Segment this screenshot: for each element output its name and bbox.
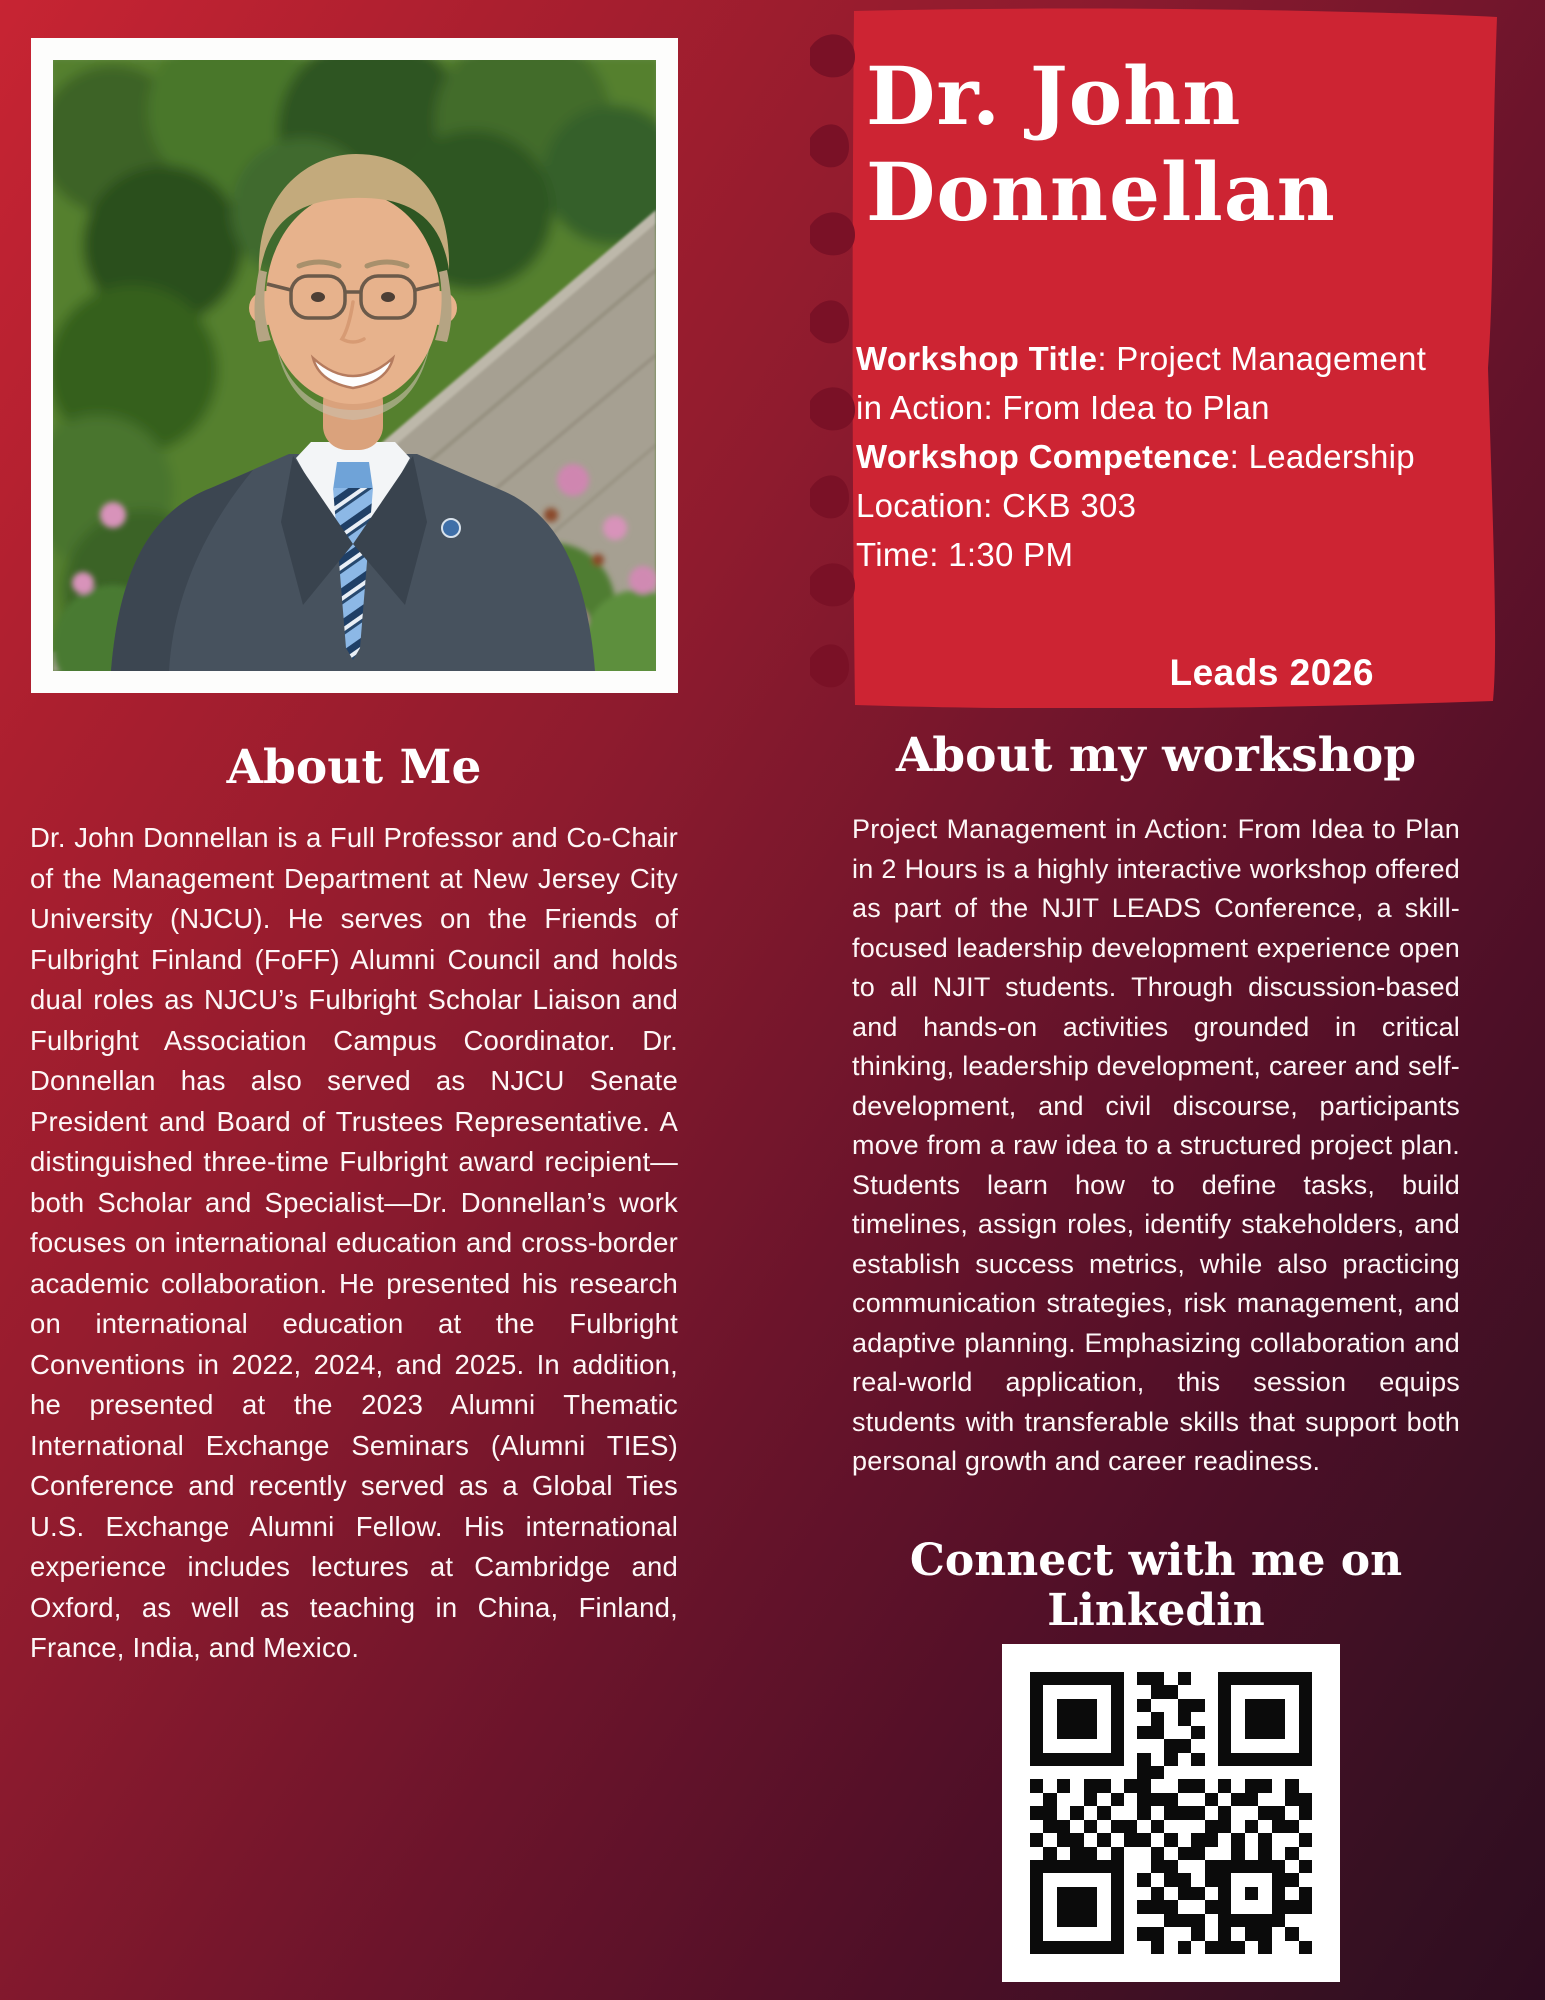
workshop-details <box>856 334 1448 579</box>
workshop-time-value: Time: 1:30 PM <box>856 536 1074 573</box>
qr-code-modules <box>1030 1672 1312 1954</box>
about-me-text: Dr. John Donnellan is a Full Professor and Co-Chair of the Management Department at New Jersey City University (NJCU). He serves on the Friends of Fulbright Finland (FoFF) Alumni Council and holds dual roles as NJCU’s Fulbright Scholar Liaison and Fulbright Association Campus Coordinator. Dr. Donnellan has also served as NJCU Senate President and Board of Trustees Representative. A distinguished three-time Fulbright award recipient—both Scholar and Specialist—Dr. Donnellan’s work focuses on international education and cross-border academic collaboration. He presented his research on international education at the Fulbright Conventions in 2022, 2024, and 2025. In addition, he presented at the 2023 Alumni Thematic International Exchange Seminars (Alumni TIES) Conference and recently served as a Global Ties U.S. Exchange Alumni Fellow. His international experience includes lectures at Cambridge and Oxford, as well as teaching in China, Finland, France, India, and Mexico. <box>30 822 678 1663</box>
workshop-location-line <box>856 481 1448 530</box>
workshop-competence-label: Workshop Competence <box>856 438 1230 475</box>
workshop-card <box>808 8 1500 708</box>
about-workshop-text: Project Management in Action: From Idea to Plan in 2 Hours is a highly interactive workshop offered as part of the NJIT LEADS Conference, a skill-focused leadership development experience open to all NJIT students. Through discussion-based and hands-on activities grounded in critical thinking, leadership development, career and self-development, and civil discourse, participants move from a raw idea to a structured project plan. Students learn how to define tasks, build timelines, assign roles, identify stakeholders, and establish success metrics, while also practicing communication strategies, risk management, and adaptive planning. Emphasizing collaboration and real-world application, this session equips students with transferable skills that support both personal growth and career readiness. <box>852 814 1460 1476</box>
about-workshop-heading: About my workshop <box>895 728 1417 783</box>
speaker-name-line2: Donnellan <box>866 145 1336 239</box>
about-me-heading: About Me <box>226 740 482 795</box>
workshop-title-line <box>856 334 1448 432</box>
workshop-time-line <box>856 530 1448 579</box>
speaker-name-line1: Dr. John <box>866 49 1242 143</box>
workshop-competence-line <box>856 432 1448 481</box>
portrait-illustration <box>53 60 656 671</box>
workshop-title-label: Workshop Title <box>856 340 1098 377</box>
workshop-competence-value: : Leadership <box>1229 438 1415 475</box>
right-eye <box>381 292 395 302</box>
lapel-pin <box>442 519 460 537</box>
linkedin-section <box>852 1536 1460 1636</box>
about-workshop-section <box>852 730 1460 1482</box>
workshop-location-value: Location: CKB 303 <box>856 487 1137 524</box>
left-eye <box>311 292 325 302</box>
leads-2026-badge: Leads 2026 <box>1169 652 1374 693</box>
workshop-title-value: : Project Management in Action: From Idea to Plan <box>856 340 1427 426</box>
linkedin-qr-code <box>1002 1644 1340 1982</box>
linkedin-heading-line2: Linkedin <box>1047 1585 1265 1636</box>
tie-knot <box>333 462 373 490</box>
linkedin-heading-line1: Connect with me on <box>909 1535 1403 1586</box>
about-me-section <box>30 742 678 1669</box>
linkedin-heading <box>852 1536 1460 1636</box>
speaker-photo <box>31 38 678 693</box>
speaker-name <box>866 48 1336 240</box>
